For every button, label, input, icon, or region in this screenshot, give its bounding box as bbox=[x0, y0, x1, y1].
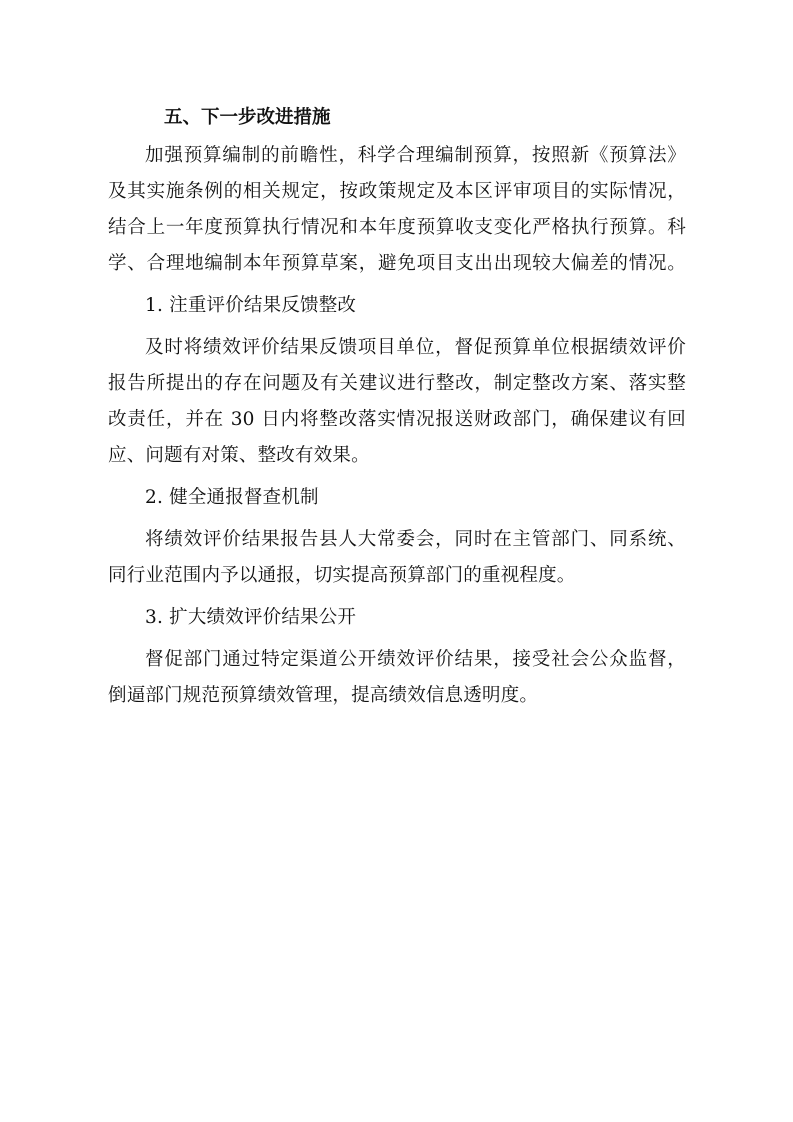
item-1-line-4: 应、问题有对策、整改有效果。 bbox=[108, 445, 370, 466]
item-3-line-2: 倒逼部门规范预算绩效管理，提高绩效信息透明度。 bbox=[108, 685, 539, 706]
intro-line-4: 学、合理地编制本年预算草案，避免项目支出出现较大偏差的情况。 bbox=[108, 253, 686, 274]
item-2-line-1: 将绩效评价结果报告县人大常委会，同时在主管部门、同系统、 bbox=[145, 529, 686, 550]
item-2-line-2: 同行业范围内予以通报，切实提高预算部门的重视程度。 bbox=[108, 565, 576, 586]
section-heading: 五、下一步改进措施 bbox=[164, 107, 331, 128]
intro-line-3: 结合上一年度预算执行情况和本年度预算收支变化严格执行预算。科 bbox=[108, 217, 686, 238]
item-1-line-1: 及时将绩效评价结果反馈项目单位，督促预算单位根据绩效评价 bbox=[145, 337, 686, 358]
item-3-title: 3. 扩大绩效评价结果公开 bbox=[145, 607, 357, 628]
item-1-line-3: 改责任，并在 30 日内将整改落实情况报送财政部门，确保建议有回 bbox=[108, 409, 686, 430]
item-3-line-1: 督促部门通过特定渠道公开绩效评价结果，接受社会公众监督， bbox=[145, 649, 686, 670]
intro-line-2: 及其实施条例的相关规定，按政策规定及本区评审项目的实际情况， bbox=[108, 181, 686, 202]
item-1-line-2: 报告所提出的存在问题及有关建议进行整改，制定整改方案、落实整 bbox=[108, 373, 686, 394]
item-1-title: 1. 注重评价结果反馈整改 bbox=[145, 295, 357, 316]
intro-line-1: 加强预算编制的前瞻性，科学合理编制预算，按照新《预算法》 bbox=[145, 145, 686, 166]
item-2-title: 2. 健全通报督查机制 bbox=[145, 487, 319, 508]
document-body bbox=[108, 100, 686, 714]
